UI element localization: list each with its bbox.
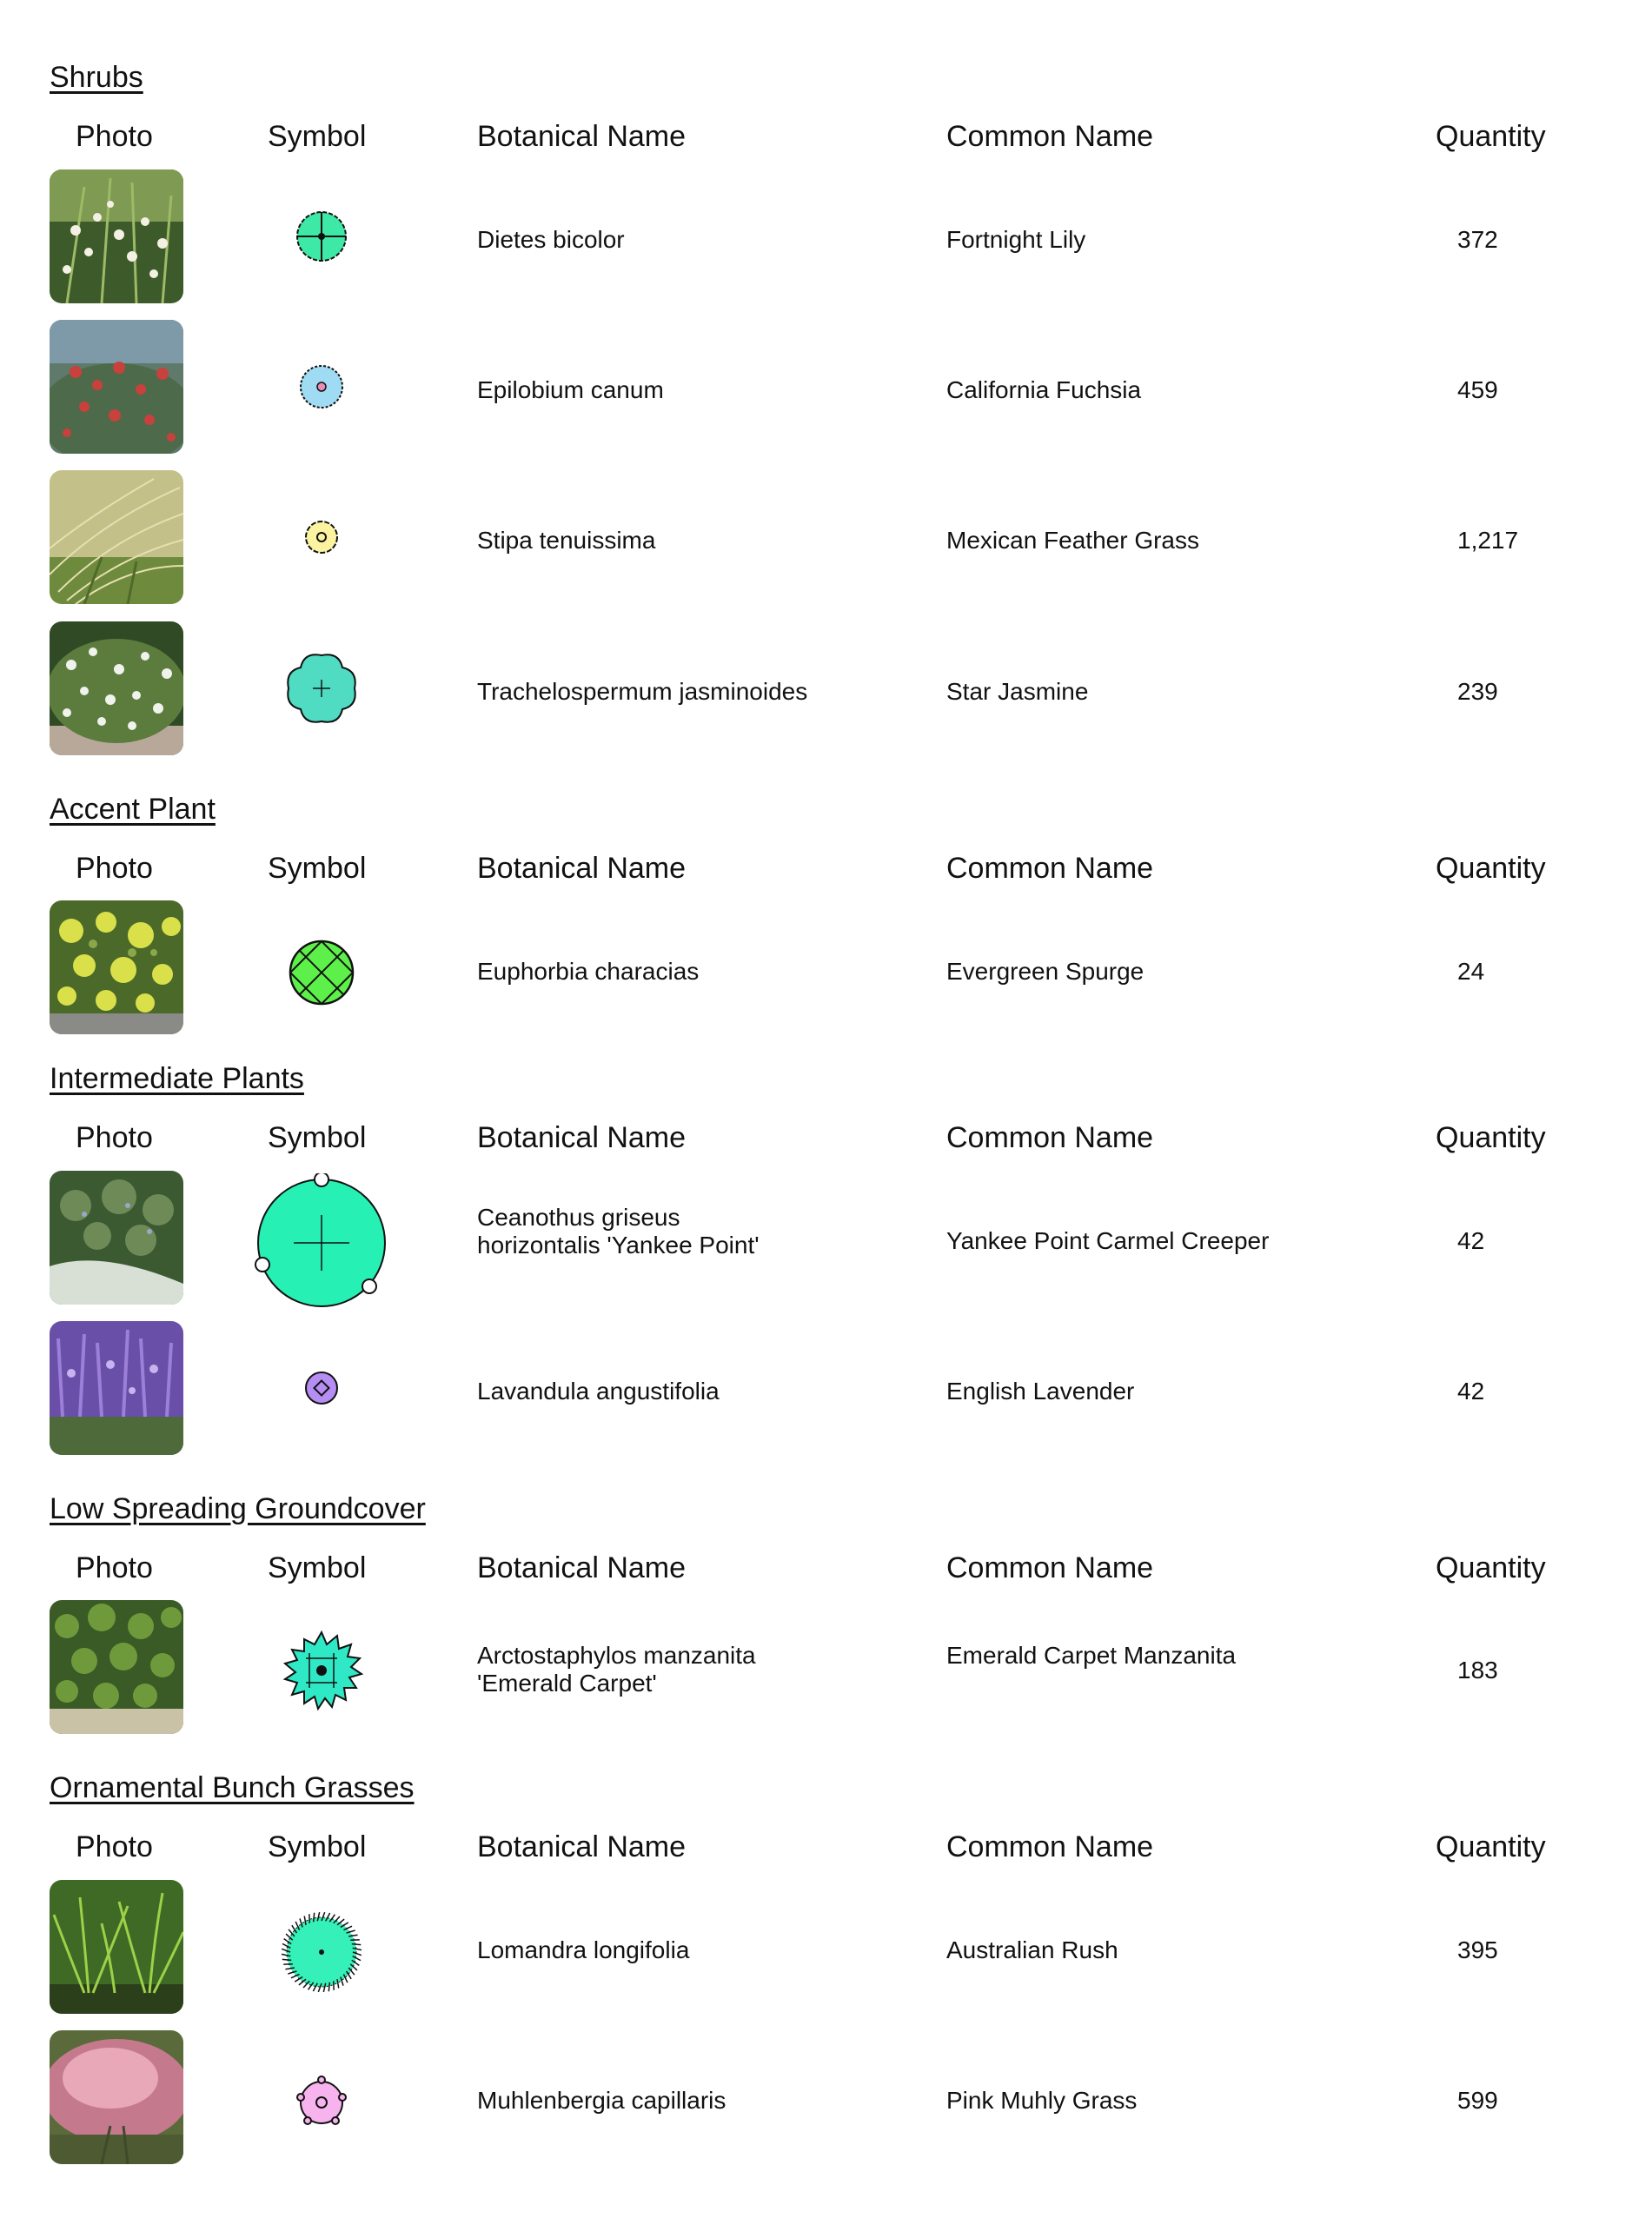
table-row bbox=[50, 470, 183, 604]
large-notched-circle-symbol bbox=[252, 1173, 391, 1312]
common-name: Pink Muhly Grass bbox=[946, 2087, 1138, 2114]
table-row bbox=[50, 621, 183, 755]
quantity-value: 372 bbox=[1457, 226, 1498, 253]
header-botanical-name: Botanical Name bbox=[477, 1551, 687, 1584]
quantity-value: 183 bbox=[1457, 1657, 1498, 1684]
botanical-name: Trachelospermum jasminoides bbox=[477, 678, 808, 705]
header-symbol: Symbol bbox=[268, 852, 367, 885]
red-flower-shrub-photo bbox=[50, 320, 183, 454]
diamond-dot-symbol bbox=[252, 1318, 391, 1462]
header-botanical-name: Botanical Name bbox=[477, 1830, 687, 1863]
fringed-circle-symbol bbox=[252, 1883, 391, 2026]
quantity-value: 42 bbox=[1457, 1227, 1485, 1254]
lavender-photo bbox=[50, 1321, 183, 1455]
table-row bbox=[50, 1880, 183, 2014]
feather-grass-photo bbox=[50, 470, 183, 604]
spurge-photo bbox=[50, 900, 183, 1034]
botanical-name: Dietes bicolor bbox=[477, 226, 625, 253]
botanical-name: Lomandra longifolia bbox=[477, 1936, 690, 1963]
header-quantity: Quantity bbox=[1436, 120, 1546, 153]
carmel-creeper-photo bbox=[50, 1171, 183, 1305]
header-common-name: Common Name bbox=[946, 1121, 1154, 1154]
botanical-name: Muhlenbergia capillaris bbox=[477, 2087, 726, 2114]
table-row bbox=[50, 2030, 183, 2164]
table-row bbox=[50, 1321, 183, 1455]
quantity-value: 459 bbox=[1457, 376, 1498, 403]
quantity-value: 239 bbox=[1457, 678, 1498, 705]
table-row bbox=[50, 169, 183, 303]
fringe-stroke bbox=[328, 1983, 329, 1991]
common-name: Yankee Point Carmel Creeper bbox=[946, 1227, 1270, 1254]
section-title-intermediate-plants: Intermediate Plants bbox=[50, 1062, 304, 1095]
common-name: Australian Rush bbox=[946, 1936, 1118, 1963]
common-name: Mexican Feather Grass bbox=[946, 527, 1199, 554]
header-symbol: Symbol bbox=[268, 1121, 367, 1154]
pink-knob-circle-symbol bbox=[252, 2033, 391, 2176]
table-row bbox=[50, 900, 183, 1034]
header-botanical-name: Botanical Name bbox=[477, 852, 687, 885]
quantity-value: 24 bbox=[1457, 958, 1485, 985]
header-quantity: Quantity bbox=[1436, 852, 1546, 885]
header-common-name: Common Name bbox=[946, 1551, 1154, 1584]
header-symbol: Symbol bbox=[268, 1830, 367, 1863]
lomandra-photo bbox=[50, 1880, 183, 2014]
header-common-name: Common Name bbox=[946, 120, 1154, 153]
white-flower-shrub-photo bbox=[50, 169, 183, 303]
botanical-name-line2: 'Emerald Carpet' bbox=[477, 1670, 657, 1697]
header-photo: Photo bbox=[76, 1830, 153, 1863]
common-name: California Fuchsia bbox=[946, 376, 1142, 403]
header-quantity: Quantity bbox=[1436, 1551, 1546, 1584]
botanical-name: Lavandula angustifolia bbox=[477, 1378, 720, 1405]
header-quantity: Quantity bbox=[1436, 1121, 1546, 1154]
section-title-accent-plant: Accent Plant bbox=[50, 793, 216, 826]
table-row bbox=[50, 1600, 183, 1734]
header-photo: Photo bbox=[76, 852, 153, 885]
crosshair-circle-symbol bbox=[252, 167, 391, 310]
header-symbol: Symbol bbox=[268, 1551, 367, 1584]
botanical-name: Arctostaphylos manzanita bbox=[477, 1642, 756, 1669]
fringe-stroke bbox=[314, 1913, 315, 1922]
fringe-stroke bbox=[352, 1944, 361, 1945]
pink-muhly-photo bbox=[50, 2030, 183, 2164]
botanical-name: Ceanothus griseus bbox=[477, 1204, 680, 1231]
header-common-name: Common Name bbox=[946, 852, 1154, 885]
common-name: Fortnight Lily bbox=[946, 226, 1086, 253]
spiky-grid-symbol bbox=[252, 1601, 391, 1744]
header-common-name: Common Name bbox=[946, 1830, 1154, 1863]
quantity-value: 599 bbox=[1457, 2087, 1498, 2114]
botanical-name: Euphorbia characias bbox=[477, 958, 700, 985]
header-botanical-name: Botanical Name bbox=[477, 1121, 687, 1154]
quantity-value: 395 bbox=[1457, 1936, 1498, 1963]
header-photo: Photo bbox=[76, 1121, 153, 1154]
lobed-cross-symbol bbox=[252, 619, 391, 762]
common-name: Evergreen Spurge bbox=[946, 958, 1144, 985]
header-photo: Photo bbox=[76, 120, 153, 153]
header-botanical-name: Botanical Name bbox=[477, 120, 687, 153]
header-photo: Photo bbox=[76, 1551, 153, 1584]
common-name: Star Jasmine bbox=[946, 678, 1089, 705]
table-row bbox=[50, 320, 183, 454]
scalloped-dot-symbol bbox=[252, 317, 391, 461]
section-title-low-spreading-groundcover: Low Spreading Groundcover bbox=[50, 1492, 426, 1525]
fringe-stroke bbox=[282, 1959, 291, 1960]
botanical-name: Epilobium canum bbox=[477, 376, 664, 403]
quantity-value: 1,217 bbox=[1457, 527, 1519, 554]
common-name: English Lavender bbox=[946, 1378, 1135, 1405]
header-quantity: Quantity bbox=[1436, 1830, 1546, 1863]
manzanita-photo bbox=[50, 1600, 183, 1734]
botanical-name-line2: horizontalis 'Yankee Point' bbox=[477, 1232, 760, 1259]
header-symbol: Symbol bbox=[268, 120, 367, 153]
common-name: Emerald Carpet Manzanita bbox=[946, 1642, 1237, 1669]
botanical-name: Stipa tenuissima bbox=[477, 527, 656, 554]
table-row bbox=[50, 1171, 183, 1305]
quantity-value: 42 bbox=[1457, 1378, 1485, 1405]
star-jasmine-photo bbox=[50, 621, 183, 755]
section-title-ornamental-bunch-grasses: Ornamental Bunch Grasses bbox=[50, 1771, 415, 1804]
small-yellow-ring-symbol bbox=[252, 468, 391, 611]
section-title-shrubs: Shrubs bbox=[50, 61, 143, 94]
diagonal-grid-symbol bbox=[252, 903, 391, 1046]
